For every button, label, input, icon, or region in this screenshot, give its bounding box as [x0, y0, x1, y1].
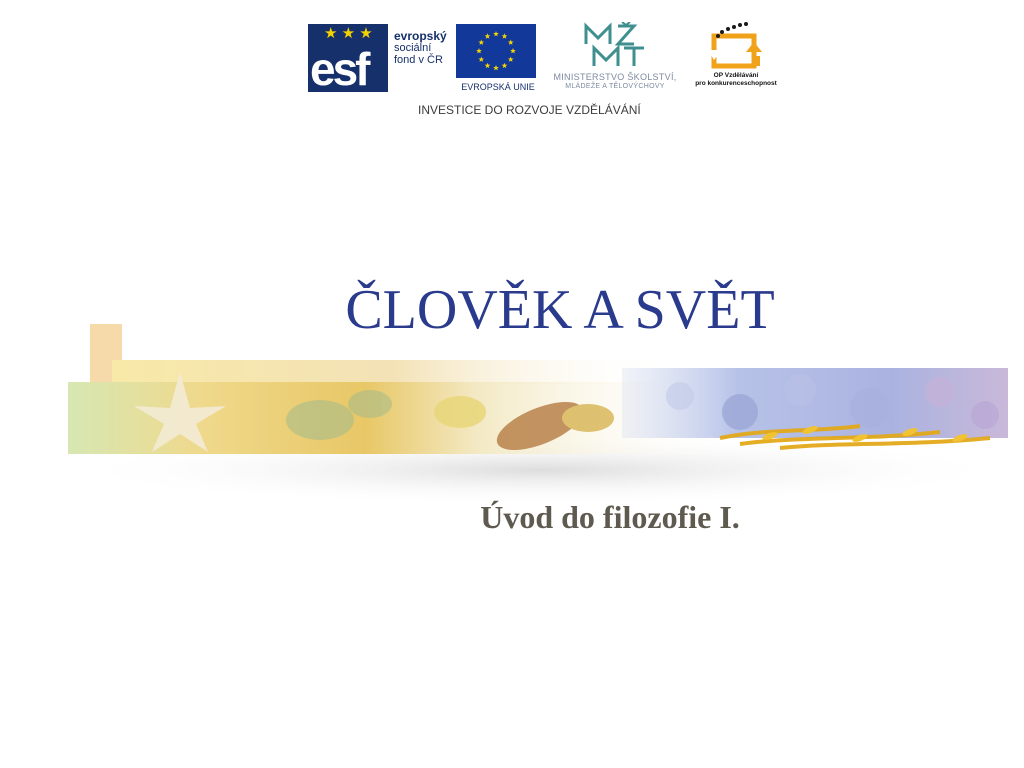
logo-tagline: INVESTICE DO ROZVOJE VZDĚLÁVÁNÍ: [418, 103, 641, 117]
eu-star-icon: [485, 63, 491, 68]
eu-star-icon: [508, 40, 514, 45]
eu-star-icon: [508, 57, 514, 62]
eu-star-icon: [485, 33, 491, 38]
eu-logo: [456, 24, 538, 94]
op-logo-label: [690, 72, 782, 88]
op-logo-line-1: OP Vzdělávání: [713, 72, 759, 79]
msmt-logo-line-1: MINISTERSTVO ŠKOLSTVÍ,: [553, 72, 677, 82]
slide-title: ČLOVĚK A SVĚT: [345, 279, 775, 341]
eu-star-icon: [476, 48, 482, 53]
msmt-logo-line-2: MLÁDEŽE A TĚLOVÝCHOVY: [565, 83, 665, 90]
eu-logo-label: EVROPSKÁ UNIE: [461, 82, 535, 92]
eu-stars-icon: [456, 24, 536, 78]
esf-logo-letters: esf: [310, 43, 368, 95]
decorative-leaf-banner: [40, 320, 1020, 510]
msmt-logo-label: [544, 72, 686, 92]
esf-logo-text: [394, 30, 454, 66]
eu-star-icon: [478, 40, 484, 45]
eu-star-icon: [493, 65, 499, 70]
esf-logo-line-2: sociální: [394, 42, 432, 54]
star-icon: ★ ★ ★: [324, 25, 373, 42]
eu-star-icon: [502, 63, 508, 68]
op-logo-line-2: pro konkurenceschopnost: [695, 80, 777, 87]
eu-star-icon: [493, 31, 499, 36]
slide-subtitle: Úvod do filozofie I.: [480, 499, 740, 535]
eu-star-icon: [510, 48, 516, 53]
msmt-logo: [544, 22, 686, 92]
op-logo: [690, 22, 782, 94]
logo-strip: [306, 22, 784, 122]
esf-logo-line-3: fond v ČR: [394, 54, 443, 66]
esf-logo-line-1: evropský: [394, 29, 447, 43]
op-vzdelavani-icon: [708, 22, 764, 70]
esf-logo: [308, 24, 452, 94]
msmt-monogram-icon: [578, 22, 650, 70]
eu-star-icon: [478, 57, 484, 62]
eu-star-icon: [502, 33, 508, 38]
